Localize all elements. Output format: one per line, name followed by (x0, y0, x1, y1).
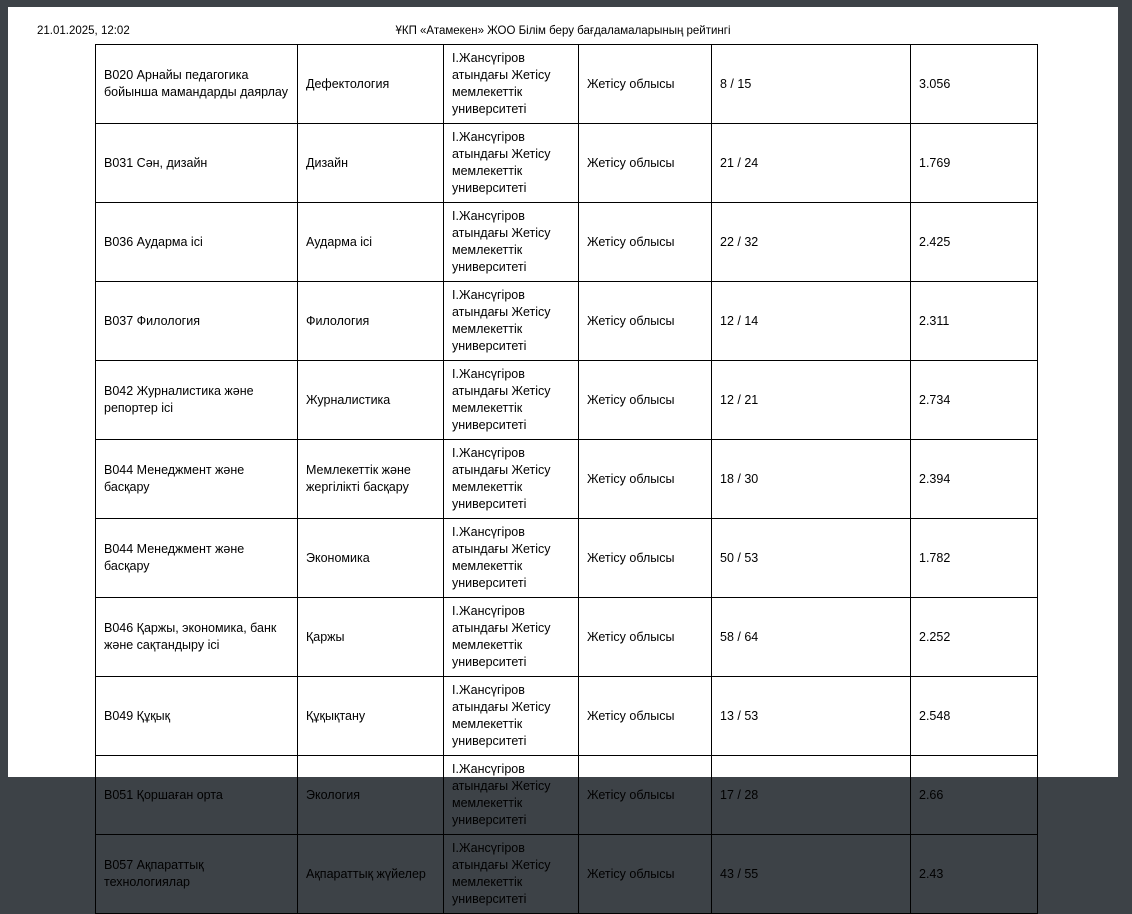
university-cell: І.Жансүгіров атындағы Жетісу мемлекеттік университеті (444, 282, 579, 361)
rank-cell: 12 / 21 (712, 361, 911, 440)
score-cell: 2.394 (911, 440, 1038, 519)
program-cell: B049 Құқық (96, 677, 298, 756)
program-cell: B044 Менеджмент және басқару (96, 440, 298, 519)
region-cell: Жетісу облысы (579, 756, 712, 835)
university-cell: І.Жансүгіров атындағы Жетісу мемлекеттік университеті (444, 756, 579, 835)
print-header (8, 24, 1118, 40)
program-cell: B031 Сән, дизайн (96, 124, 298, 203)
region-cell: Жетісу облысы (579, 598, 712, 677)
table-row (96, 519, 1038, 598)
region-cell: Жетісу облысы (579, 124, 712, 203)
print-timestamp: 21.01.2025, 12:02 (37, 25, 130, 37)
program-cell: B020 Арнайы педагогика бойынша мамандарды даярлау (96, 45, 298, 124)
region-cell: Жетісу облысы (579, 203, 712, 282)
specialty-cell: Ақпараттық жүйелер (298, 835, 444, 914)
document-page (8, 7, 1118, 906)
page-title: ҰКП «Атамекен» ЖОО Білім беру бағдаламаларының рейтингі (395, 25, 731, 37)
region-cell: Жетісу облысы (579, 282, 712, 361)
specialty-cell: Экономика (298, 519, 444, 598)
table-row (96, 203, 1038, 282)
score-cell: 2.425 (911, 203, 1038, 282)
score-cell: 2.548 (911, 677, 1038, 756)
program-cell: B037 Филология (96, 282, 298, 361)
table-row (96, 282, 1038, 361)
rank-cell: 13 / 53 (712, 677, 911, 756)
table-row (96, 598, 1038, 677)
specialty-cell: Қаржы (298, 598, 444, 677)
university-cell: І.Жансүгіров атындағы Жетісу мемлекеттік университеті (444, 361, 579, 440)
region-cell: Жетісу облысы (579, 440, 712, 519)
rank-cell: 12 / 14 (712, 282, 911, 361)
specialty-cell: Мемлекеттік және жергілікті басқару (298, 440, 444, 519)
program-cell: B042 Журналистика және репортер ісі (96, 361, 298, 440)
table-row (96, 756, 1038, 835)
table-row (96, 124, 1038, 203)
university-cell: І.Жансүгіров атындағы Жетісу мемлекеттік университеті (444, 440, 579, 519)
program-cell: B051 Қоршаған орта (96, 756, 298, 835)
table-row (96, 835, 1038, 914)
score-cell: 1.769 (911, 124, 1038, 203)
university-cell: І.Жансүгіров атындағы Жетісу мемлекеттік университеті (444, 45, 579, 124)
program-cell: B057 Ақпараттық технологиялар (96, 835, 298, 914)
specialty-cell: Құқықтану (298, 677, 444, 756)
table-row (96, 440, 1038, 519)
program-cell: B044 Менеджмент және басқару (96, 519, 298, 598)
specialty-cell: Журналистика (298, 361, 444, 440)
specialty-cell: Дефектология (298, 45, 444, 124)
specialty-cell: Филология (298, 282, 444, 361)
region-cell: Жетісу облысы (579, 835, 712, 914)
university-cell: І.Жансүгіров атындағы Жетісу мемлекеттік университеті (444, 835, 579, 914)
rank-cell: 8 / 15 (712, 45, 911, 124)
score-cell: 3.056 (911, 45, 1038, 124)
score-cell: 2.43 (911, 835, 1038, 914)
table-row (96, 677, 1038, 756)
rank-cell: 17 / 28 (712, 756, 911, 835)
rank-cell: 21 / 24 (712, 124, 911, 203)
university-cell: І.Жансүгіров атындағы Жетісу мемлекеттік университеті (444, 519, 579, 598)
region-cell: Жетісу облысы (579, 45, 712, 124)
score-cell: 2.734 (911, 361, 1038, 440)
score-cell: 1.782 (911, 519, 1038, 598)
specialty-cell: Аударма ісі (298, 203, 444, 282)
score-cell: 2.66 (911, 756, 1038, 835)
region-cell: Жетісу облысы (579, 677, 712, 756)
rank-cell: 18 / 30 (712, 440, 911, 519)
region-cell: Жетісу облысы (579, 361, 712, 440)
table-row (96, 45, 1038, 124)
rank-cell: 58 / 64 (712, 598, 911, 677)
university-cell: І.Жансүгіров атындағы Жетісу мемлекеттік университеті (444, 598, 579, 677)
university-cell: І.Жансүгіров атындағы Жетісу мемлекеттік университеті (444, 203, 579, 282)
university-cell: І.Жансүгіров атындағы Жетісу мемлекеттік университеті (444, 124, 579, 203)
rank-cell: 22 / 32 (712, 203, 911, 282)
university-cell: І.Жансүгіров атындағы Жетісу мемлекеттік университеті (444, 677, 579, 756)
ranking-table-body (96, 45, 1038, 914)
score-cell: 2.252 (911, 598, 1038, 677)
specialty-cell: Экология (298, 756, 444, 835)
rank-cell: 50 / 53 (712, 519, 911, 598)
rank-cell: 43 / 55 (712, 835, 911, 914)
table-row (96, 361, 1038, 440)
specialty-cell: Дизайн (298, 124, 444, 203)
program-cell: B046 Қаржы, экономика, банк және сақтандыру ісі (96, 598, 298, 677)
score-cell: 2.311 (911, 282, 1038, 361)
region-cell: Жетісу облысы (579, 519, 712, 598)
ranking-table (95, 44, 1038, 914)
program-cell: B036 Аударма ісі (96, 203, 298, 282)
